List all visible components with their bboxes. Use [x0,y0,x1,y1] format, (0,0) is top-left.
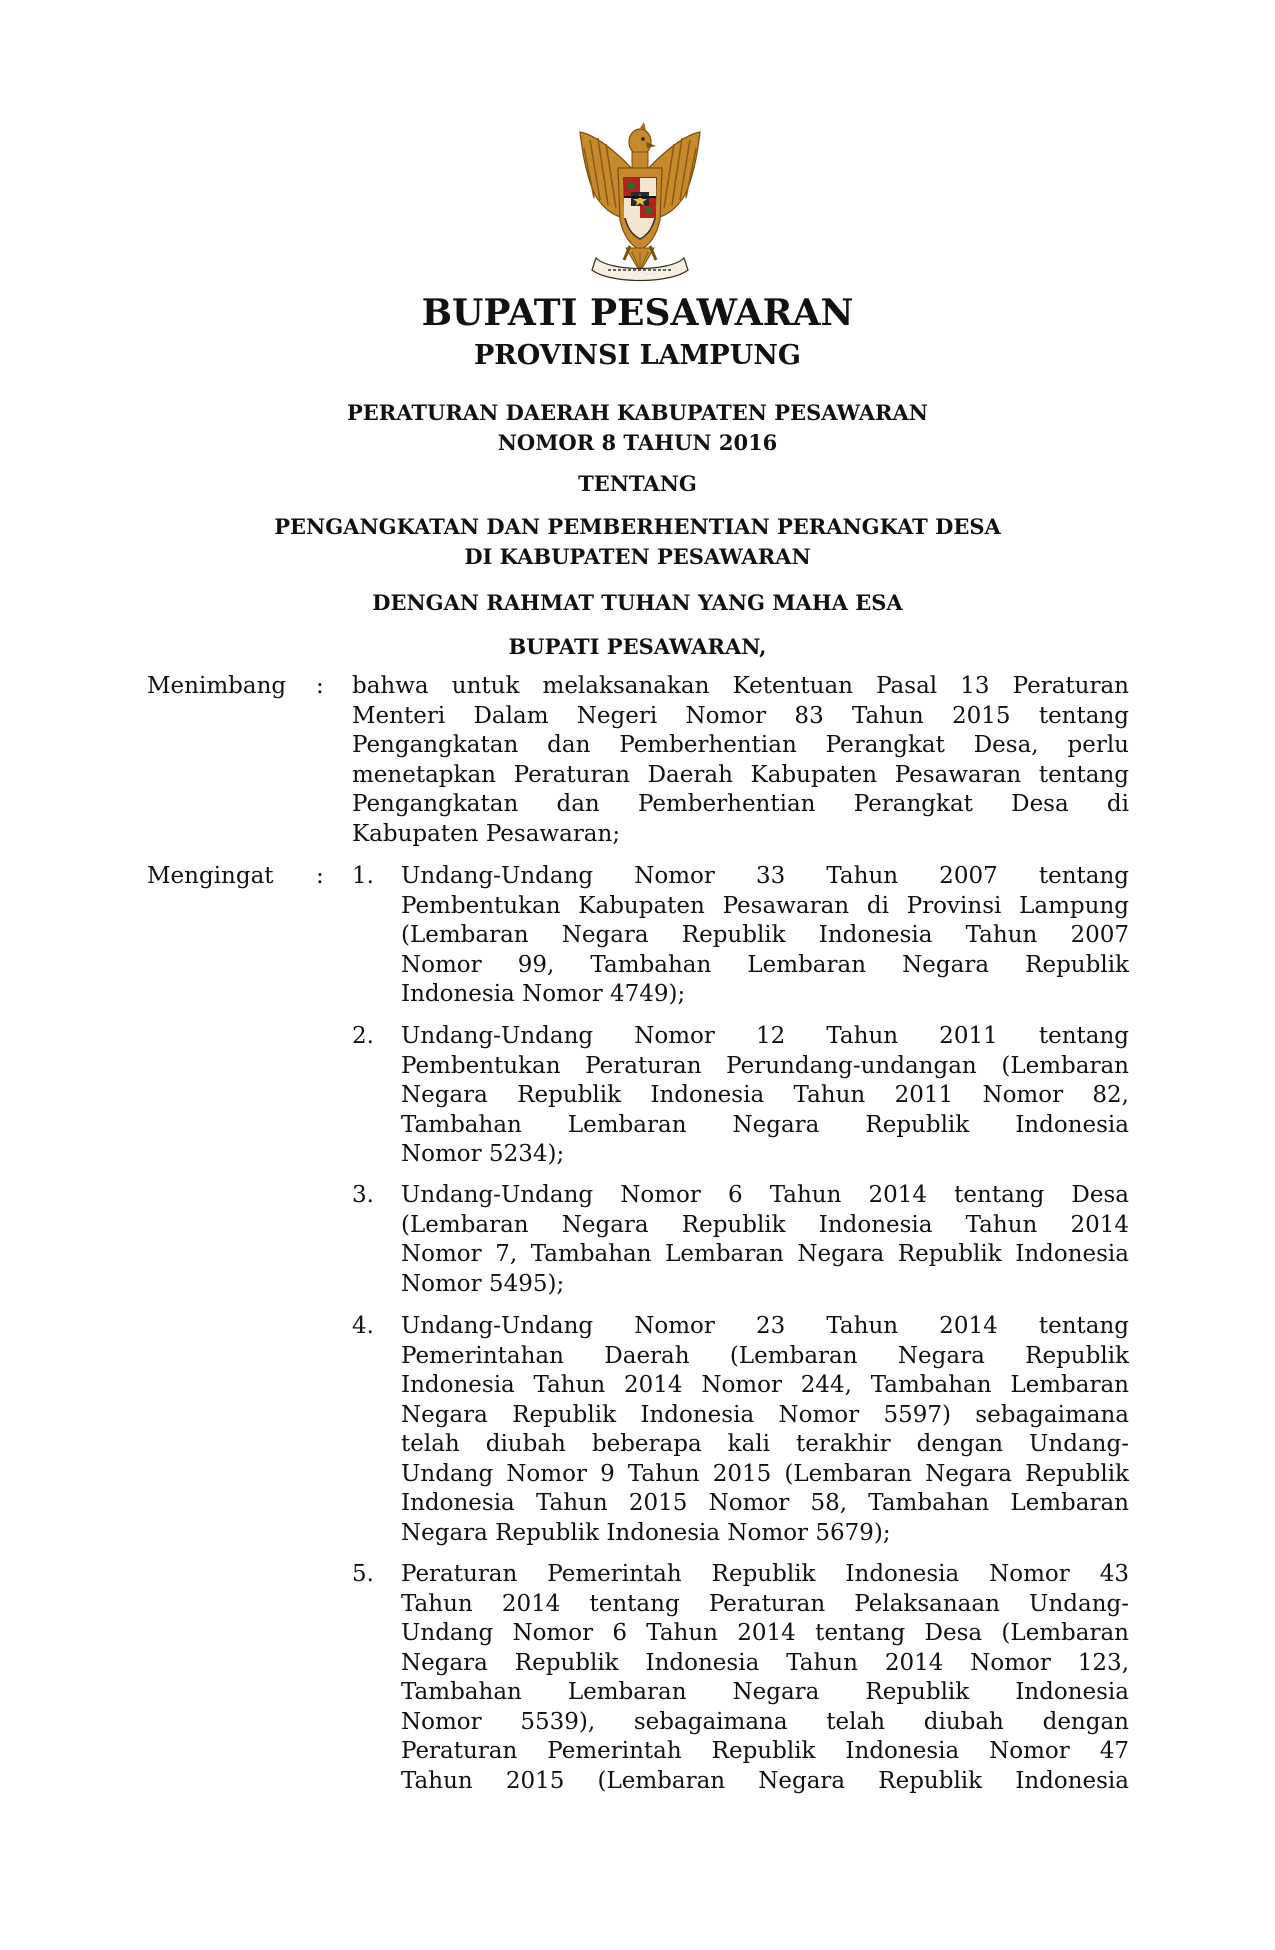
text-line: Pengangkatan dan Pemberhentian Perangkat Desa, perlu [352,732,1129,758]
text-line: Undang-Undang Nomor 23 Tahun 2014 tentang [401,1313,1129,1339]
text-line: Tambahan Lembaran Negara Republik Indonesia [401,1679,1129,1705]
text-line: Indonesia Tahun 2014 Nomor 244, Tambahan Lembaran [401,1372,1129,1398]
mengingat-colon: : [316,863,324,889]
text-line: Tambahan Lembaran Negara Republik Indonesia [401,1111,1129,1138]
authority: BUPATI PESAWARAN, [508,634,767,659]
text-line: Peraturan Pemerintah Republik Indonesia Nomor 47 [401,1738,1129,1764]
mengingat-label: Mengingat [147,863,274,889]
mengingat-item [401,1312,1129,1548]
text-line: Peraturan Pemerintah Republik Indonesia Nomor 43 [401,1561,1129,1587]
item-number: 2. [352,1023,374,1049]
text-line: Indonesia Nomor 4749); [401,981,686,1007]
garuda-pancasila-emblem [560,120,720,290]
menimbang-paragraph [352,672,1129,849]
text-line: (Lembaran Negara Republik Indonesia Tahun 2007 [401,922,1129,948]
province-title: PROVINSI LAMPUNG [474,340,801,371]
text-line: Tahun 2014 tentang Peraturan Pelaksanaan Undang- [401,1590,1129,1617]
tentang-heading: TENTANG [578,471,697,496]
menimbang-colon: : [316,673,324,699]
text-line: Nomor 7, Tambahan Lembaran Negara Republik Indonesia [401,1241,1129,1267]
text-line: menetapkan Peraturan Daerah Kabupaten Pesawaran tentang [352,761,1129,788]
text-line: Undang-Undang Nomor 12 Tahun 2011 tentang [401,1023,1129,1049]
text-line: Negara Republik Indonesia Tahun 2014 Nomor 123, [401,1649,1129,1676]
text-line: Nomor 5495); [401,1270,565,1297]
text-line: Undang-Undang Nomor 6 Tahun 2014 tentang Desa [401,1182,1129,1208]
item-number: 5. [352,1561,374,1587]
item-number: 4. [352,1313,374,1339]
regulation-number: NOMOR 8 TAHUN 2016 [497,430,778,455]
item-number: 3. [352,1182,374,1208]
mengingat-item [401,1022,1129,1170]
mengingat-item [401,862,1129,1010]
document-title: BUPATI PESAWARAN [421,292,854,334]
text-line: Negara Republik Indonesia Nomor 5597) sebagaimana [401,1401,1129,1428]
text-line: Tahun 2015 (Lembaran Negara Republik Indonesia [401,1767,1129,1794]
item-number: 1. [352,863,374,889]
text-line: Pemerintahan Daerah (Lembaran Negara Republik [401,1342,1129,1369]
mengingat-item [401,1560,1129,1796]
text-line: Undang-Undang Nomor 33 Tahun 2007 tentang [401,863,1129,889]
regulation-type: PERATURAN DAERAH KABUPATEN PESAWARAN [347,400,928,425]
text-line: Undang Nomor 9 Tahun 2015 (Lembaran Negara Republik [401,1460,1129,1487]
text-line: Nomor 5234); [401,1141,565,1167]
text-line: telah diubah beberapa kali terakhir dengan Undang- [401,1431,1129,1457]
subject-line-1: PENGANGKATAN DAN PEMBERHENTIAN PERANGKAT DESA [274,514,1001,539]
text-line: Pembentukan Kabupaten Pesawaran di Provinsi Lampung [401,892,1129,919]
text-line: Kabupaten Pesawaran; [352,820,621,847]
text-line: Pengangkatan dan Pemberhentian Perangkat Desa di [352,791,1129,817]
text-line: bahwa untuk melaksanakan Ketentuan Pasal 13 Peraturan [352,673,1129,699]
text-line: Pembentukan Peraturan Perundang-undangan (Lembaran [401,1052,1129,1079]
text-line: Nomor 99, Tambahan Lembaran Negara Republik [401,951,1129,978]
subject-line-2: DI KABUPATEN PESAWARAN [464,544,811,569]
text-line: (Lembaran Negara Republik Indonesia Tahun 2014 [401,1211,1129,1238]
text-line: Nomor 5539), sebagaimana telah diubah dengan [401,1708,1129,1735]
text-line: Indonesia Tahun 2015 Nomor 58, Tambahan Lembaran [401,1490,1129,1516]
menimbang-label: Menimbang [147,673,287,699]
invocation: DENGAN RAHMAT TUHAN YANG MAHA ESA [372,590,903,615]
text-line: Negara Republik Indonesia Nomor 5679); [401,1519,891,1546]
text-line: Negara Republik Indonesia Tahun 2011 Nomor 82, [401,1082,1129,1108]
mengingat-item [401,1181,1129,1299]
text-line: Undang Nomor 6 Tahun 2014 tentang Desa (Lembaran [401,1620,1129,1646]
text-line: Menteri Dalam Negeri Nomor 83 Tahun 2015 tentang [352,702,1129,729]
